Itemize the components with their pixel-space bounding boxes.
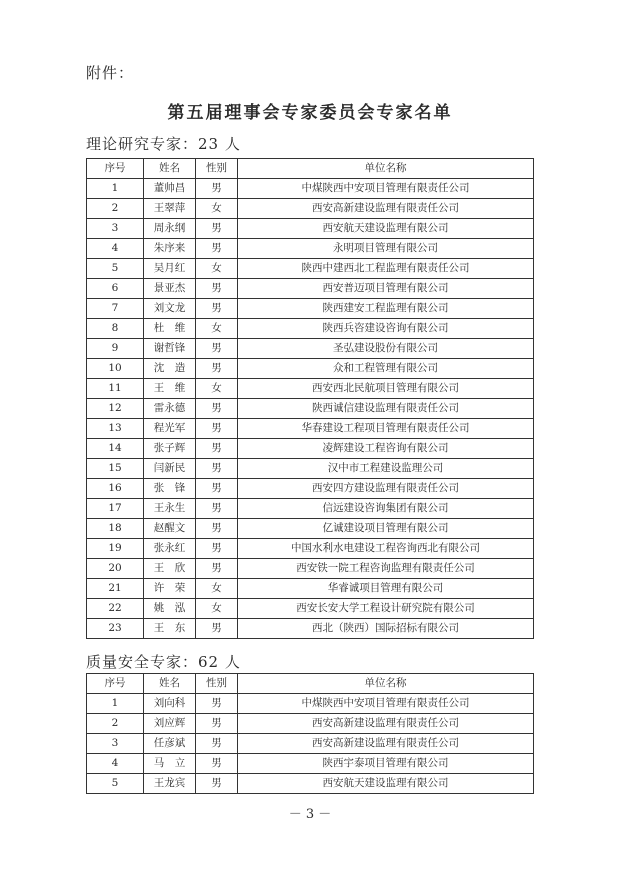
cell-number: 14 [87, 439, 144, 459]
cell-gender: 男 [196, 519, 238, 539]
table-row [87, 179, 534, 199]
cell-name: 王翠萍 [144, 199, 196, 219]
cell-gender: 女 [196, 259, 238, 279]
cell-name: 雷永德 [144, 399, 196, 419]
table-row [87, 319, 534, 339]
cell-name: 朱序来 [144, 239, 196, 259]
table-row [87, 299, 534, 319]
table-row [87, 499, 534, 519]
cell-number: 21 [87, 579, 144, 599]
cell-number: 20 [87, 559, 144, 579]
document-title: 第五届理事会专家委员会专家名单 [167, 103, 453, 123]
cell-gender: 女 [196, 199, 238, 219]
table-row [87, 199, 534, 219]
cell-organization: 永明项目管理有限公司 [238, 239, 534, 259]
expert-table-theory [86, 158, 534, 639]
cell-number: 1 [87, 694, 144, 714]
cell-name: 张子辉 [144, 439, 196, 459]
table-row [87, 339, 534, 359]
cell-organization: 西安航天建设监理有限公司 [238, 219, 534, 239]
cell-name: 王 欣 [144, 559, 196, 579]
cell-number: 18 [87, 519, 144, 539]
cell-organization: 西北（陕西）国际招标有限公司 [238, 619, 534, 639]
cell-gender: 男 [196, 339, 238, 359]
cell-gender: 男 [196, 774, 238, 794]
table-row [87, 599, 534, 619]
header-name: 姓名 [144, 159, 196, 179]
cell-organization: 华春建设工程项目管理有限责任公司 [238, 419, 534, 439]
cell-number: 5 [87, 774, 144, 794]
cell-gender: 男 [196, 179, 238, 199]
cell-number: 15 [87, 459, 144, 479]
cell-gender: 男 [196, 239, 238, 259]
header-number: 序号 [87, 674, 144, 694]
cell-name: 王 东 [144, 619, 196, 639]
cell-organization: 陕西诚信建设监理有限责任公司 [238, 399, 534, 419]
attachment-label: 附件： [86, 64, 135, 82]
cell-name: 任彦斌 [144, 734, 196, 754]
table-row [87, 459, 534, 479]
cell-name: 景亚杰 [144, 279, 196, 299]
cell-gender: 男 [196, 219, 238, 239]
cell-gender: 男 [196, 459, 238, 479]
page-number: － 3 － [288, 807, 332, 822]
cell-name: 董帅昌 [144, 179, 196, 199]
cell-organization: 西安西北民航项目管理有限公司 [238, 379, 534, 399]
section-title-quality-safety: 质量安全专家：62 人 [86, 653, 241, 671]
cell-organization: 中煤陕西中安项目管理有限责任公司 [238, 179, 534, 199]
cell-name: 沈 造 [144, 359, 196, 379]
cell-gender: 男 [196, 279, 238, 299]
cell-gender: 男 [196, 419, 238, 439]
cell-gender: 男 [196, 754, 238, 774]
cell-gender: 男 [196, 559, 238, 579]
cell-gender: 男 [196, 714, 238, 734]
cell-gender: 男 [196, 399, 238, 419]
cell-gender: 男 [196, 734, 238, 754]
expert-table-quality-safety [86, 673, 534, 794]
cell-name: 王龙宾 [144, 774, 196, 794]
cell-number: 10 [87, 359, 144, 379]
cell-organization: 中国水利水电建设工程咨询西北有限公司 [238, 539, 534, 559]
table-row [87, 279, 534, 299]
table-row [87, 379, 534, 399]
table-row [87, 219, 534, 239]
cell-name: 程光军 [144, 419, 196, 439]
header-organization: 单位名称 [238, 674, 534, 694]
table-header-row [87, 674, 534, 694]
table-row [87, 579, 534, 599]
cell-organization: 信远建设咨询集团有限公司 [238, 499, 534, 519]
cell-organization: 中煤陕西中安项目管理有限责任公司 [238, 694, 534, 714]
section-title-theory: 理论研究专家：23 人 [86, 135, 241, 153]
cell-organization: 圣弘建设股份有限公司 [238, 339, 534, 359]
cell-number: 9 [87, 339, 144, 359]
cell-name: 吴月红 [144, 259, 196, 279]
header-organization: 单位名称 [238, 159, 534, 179]
cell-organization: 华睿诚项目管理有限公司 [238, 579, 534, 599]
header-number: 序号 [87, 159, 144, 179]
table-header-row [87, 159, 534, 179]
cell-number: 13 [87, 419, 144, 439]
cell-number: 17 [87, 499, 144, 519]
header-gender: 性别 [196, 674, 238, 694]
cell-name: 马 立 [144, 754, 196, 774]
cell-number: 3 [87, 734, 144, 754]
cell-organization: 陕西中建西北工程监理有限责任公司 [238, 259, 534, 279]
cell-organization: 西安铁一院工程咨询监理有限责任公司 [238, 559, 534, 579]
cell-number: 5 [87, 259, 144, 279]
cell-name: 刘应辉 [144, 714, 196, 734]
cell-organization: 陕西兵咨建设咨询有限公司 [238, 319, 534, 339]
cell-name: 张永红 [144, 539, 196, 559]
cell-name: 张 锋 [144, 479, 196, 499]
cell-number: 12 [87, 399, 144, 419]
table-row [87, 559, 534, 579]
cell-gender: 女 [196, 579, 238, 599]
cell-organization: 西安四方建设监理有限责任公司 [238, 479, 534, 499]
cell-organization: 西安航天建设监理有限公司 [238, 774, 534, 794]
cell-number: 23 [87, 619, 144, 639]
cell-gender: 男 [196, 694, 238, 714]
table-row [87, 774, 534, 794]
cell-number: 1 [87, 179, 144, 199]
header-gender: 性别 [196, 159, 238, 179]
cell-organization: 陕西宇泰项目管理有限公司 [238, 754, 534, 774]
cell-name: 许 荣 [144, 579, 196, 599]
cell-number: 11 [87, 379, 144, 399]
cell-organization: 西安高新建设监理有限责任公司 [238, 199, 534, 219]
cell-number: 7 [87, 299, 144, 319]
cell-organization: 西安高新建设监理有限责任公司 [238, 734, 534, 754]
cell-organization: 西安长安大学工程设计研究院有限公司 [238, 599, 534, 619]
table-row [87, 239, 534, 259]
cell-name: 刘向科 [144, 694, 196, 714]
cell-organization: 亿诚建设项目管理有限公司 [238, 519, 534, 539]
cell-name: 赵醒文 [144, 519, 196, 539]
cell-gender: 男 [196, 479, 238, 499]
cell-organization: 西安普迈项目管理有限公司 [238, 279, 534, 299]
cell-gender: 男 [196, 539, 238, 559]
cell-name: 谢哲锋 [144, 339, 196, 359]
cell-number: 3 [87, 219, 144, 239]
cell-gender: 男 [196, 299, 238, 319]
cell-number: 6 [87, 279, 144, 299]
cell-gender: 男 [196, 499, 238, 519]
header-name: 姓名 [144, 674, 196, 694]
table-row [87, 619, 534, 639]
cell-name: 杜 维 [144, 319, 196, 339]
cell-number: 2 [87, 714, 144, 734]
cell-number: 22 [87, 599, 144, 619]
table-row [87, 754, 534, 774]
cell-gender: 女 [196, 319, 238, 339]
table-row [87, 734, 534, 754]
table-row [87, 519, 534, 539]
table-row [87, 399, 534, 419]
cell-number: 4 [87, 754, 144, 774]
table-row [87, 714, 534, 734]
cell-organization: 众和工程管理有限公司 [238, 359, 534, 379]
cell-number: 2 [87, 199, 144, 219]
cell-organization: 陕西建安工程监理有限公司 [238, 299, 534, 319]
table-row [87, 539, 534, 559]
table-row [87, 359, 534, 379]
table-row [87, 259, 534, 279]
cell-number: 8 [87, 319, 144, 339]
cell-number: 19 [87, 539, 144, 559]
cell-organization: 西安高新建设监理有限责任公司 [238, 714, 534, 734]
cell-name: 姚 泓 [144, 599, 196, 619]
cell-number: 4 [87, 239, 144, 259]
cell-name: 周永纲 [144, 219, 196, 239]
cell-name: 闫新民 [144, 459, 196, 479]
cell-name: 刘文龙 [144, 299, 196, 319]
table-row [87, 439, 534, 459]
cell-gender: 女 [196, 379, 238, 399]
cell-organization: 凌辉建设工程咨询有限公司 [238, 439, 534, 459]
table-row [87, 694, 534, 714]
cell-organization: 汉中市工程建设监理公司 [238, 459, 534, 479]
cell-gender: 男 [196, 439, 238, 459]
cell-name: 王 维 [144, 379, 196, 399]
table-row [87, 419, 534, 439]
cell-gender: 女 [196, 599, 238, 619]
cell-number: 16 [87, 479, 144, 499]
table-row [87, 479, 534, 499]
cell-name: 王永生 [144, 499, 196, 519]
cell-gender: 男 [196, 619, 238, 639]
cell-gender: 男 [196, 359, 238, 379]
